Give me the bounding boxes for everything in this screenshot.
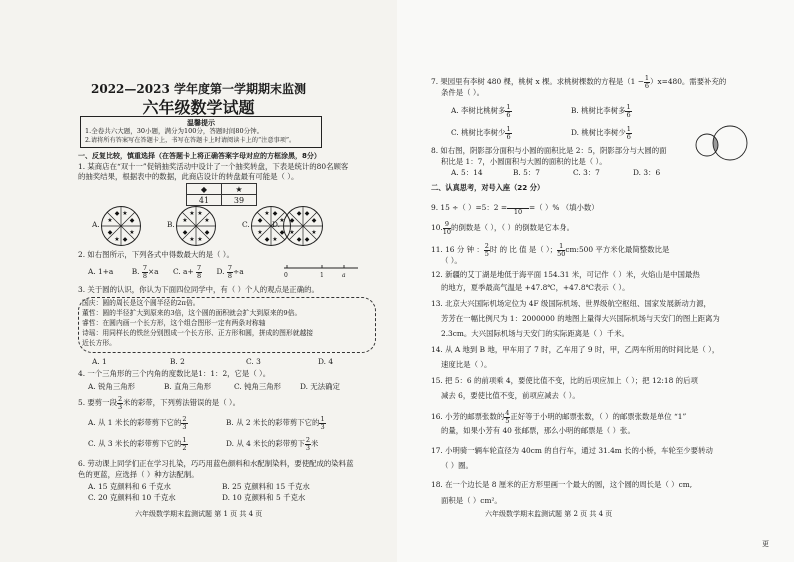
- q1-line-2: 的抽奖结果，根据表中的数据，此商店设计的转盘最有可能是（ ）。: [78, 172, 299, 181]
- svg-text:★: ★: [197, 210, 203, 217]
- section-2-heading: 二、认真思考，对号入座（22 分）: [431, 183, 545, 192]
- q3-opinion-2: 董哲：圆的半径扩大到原来的3倍，这个圆的面积就会扩大到原来的9倍。: [82, 309, 302, 317]
- q7-option-a: A. 李树比桃树多 $\frac{1}{6}$: [451, 103, 511, 119]
- q16-line-2: 的量，如果小芳有 40 张邮票，那么小明的邮票是（ ）张。: [441, 426, 635, 435]
- spinner-wheel-a: [100, 205, 142, 247]
- q13-line-3: 2.3cm。大兴国际机场与天安门的实际距离是（ ）千米。: [441, 329, 629, 338]
- page-1-footer: 六年级数学期末监测试题 第 1 页 共 4 页: [135, 510, 263, 518]
- svg-text:◆: ◆: [122, 236, 128, 243]
- q1-option-d-label: D.: [272, 220, 281, 229]
- svg-text:◆: ◆: [272, 210, 278, 217]
- svg-text:★: ★: [189, 236, 195, 243]
- q1-line-1: 1. 某商店在“双十一”促销抽奖活动中设计了一个抽奖转盘，下表是统计的80名顾客: [78, 162, 349, 171]
- svg-text:◆: ◆: [182, 229, 188, 236]
- q4-option-d: D. 无法确定: [300, 382, 340, 391]
- q5-option-b: B. 从 2 米长的彩带剪下它的 $\frac{1}{3}$: [226, 415, 325, 431]
- svg-text:★: ★: [311, 229, 317, 236]
- section-1-heading: 一、反复比较，慎重选择（在答题卡上将正确答案字母对应的方框涂黑，8分）: [78, 152, 321, 160]
- q3-option-a: A. 1: [92, 357, 107, 366]
- notice-line-2: 2.请将所有答案写在答题卡上，书写在答题卡上时请阅读卡上的“注意事项”。: [85, 137, 296, 144]
- svg-text:◆: ◆: [257, 217, 263, 224]
- svg-text:◆: ◆: [296, 210, 302, 217]
- q18-line-1: 18. 在一个边长是 8 厘米的正方形里画一个最大的圆，这个圆的周长是（ ）cm,: [431, 480, 693, 489]
- axis-one: 1: [320, 272, 324, 279]
- svg-text:★: ★: [122, 210, 128, 217]
- q2-options: A. 1+a B. $\frac{7}{8}$ ×a C. a+ $\frac{7}{8}$ D. $\frac{7}{8}$ ÷a: [88, 264, 244, 280]
- q3-option-b: B. 2: [170, 357, 185, 366]
- q2-option-d-fraction: $\frac{7}{8}$: [227, 264, 233, 280]
- exam-year-title: 2022—2023 学年度第一学期期末监测: [91, 82, 306, 96]
- spinner-wheel-b: [175, 205, 217, 247]
- q8-option-d: D. 3：6: [633, 168, 661, 177]
- q14-line-2: 速度比是（ ）。: [441, 360, 492, 369]
- q1-result-table: [186, 183, 257, 206]
- q8-option-c: C. 3：7: [573, 168, 600, 177]
- q11-text: 11. 16 分 钟 ： $\frac{2}{5}$ 时 的 比 值 是（ ）； $\frac{1}{50}$ cm:500 平方米化最简整数比是: [431, 242, 670, 258]
- q14-line-1: 14. 从 A 地到 B 地，甲车用了 7 时，乙车用了 9 时，甲，乙两车所用的时间比是（ ），: [431, 345, 720, 354]
- q6-line-2: 色的更蓝，应选择（ ）种方法配制。: [78, 470, 199, 479]
- q17-line-1: 17. 小明骑一辆车轮直径为 40cm 的自行车，通过 31.4m 长的小桥，车轮至少要转动: [431, 446, 713, 455]
- q8-option-b: B. 5：7: [513, 168, 540, 177]
- svg-text:◆: ◆: [204, 229, 210, 236]
- q3-opinion-4: 诗瑶：用同样长的铁丝分别围成一个长方形、正方形和圆，拼成的图形就越接: [82, 329, 314, 337]
- svg-text:★: ★: [257, 229, 263, 236]
- q4-option-c: C. 钝角三角形: [234, 382, 282, 391]
- q16-line-1: 16. 小芳的邮票张数的 $\frac{4}{5}$ 正好等于小明的邮票张数，（ ）的邮票张数是单位 “1”: [431, 409, 687, 425]
- circles-figure: [693, 118, 751, 166]
- q1-option-a-label: A.: [92, 220, 100, 229]
- svg-text:◆: ◆: [304, 210, 310, 217]
- q4-option-b: B. 直角三角形: [164, 382, 212, 391]
- q5-option-c: C. 从 3 米长的彩带剪下它的 $\frac{1}{2}$: [88, 436, 187, 452]
- q5-option-d: D. 从 4 米长的彩带剪下 $\frac{2}{3}$ 米: [226, 436, 319, 452]
- svg-text:◆: ◆: [289, 217, 295, 224]
- q3-opinion-1: 国庆：圆的周长是这个圆半径的2π倍。: [82, 299, 200, 307]
- notice-line-1: 1.全卷共六大题，30小题，满分为100分，答题时间80分钟。: [85, 127, 264, 135]
- svg-text:◆: ◆: [311, 217, 317, 224]
- q6-option-c: C. 20 克颜料和 10 千克水: [88, 493, 176, 502]
- exam-page-2: [397, 0, 794, 562]
- q2-option-c-fraction: $\frac{7}{8}$: [197, 264, 202, 280]
- q6-option-d: D. 10 克颜料和 5 千克水: [222, 493, 306, 502]
- q4-text: 4. 一个三角形的三个内角的度数比是1：1：2，它是（ ）。: [78, 369, 271, 378]
- q6-option-a: A. 15 克颜料和 6 千克水: [88, 482, 171, 491]
- svg-text:★: ★: [182, 217, 188, 224]
- page-2-footer: 六年级数学期末监测试题 第 2 页 共 4 页: [485, 510, 613, 518]
- svg-text:◆: ◆: [107, 229, 113, 236]
- q7-option-b: B. 桃树比李树多 $\frac{1}{6}$: [571, 103, 631, 119]
- q5-text: 5. 要剪一段 $\frac{2}{3}$ 米的彩带，下列剪法错误的是（ ）。: [78, 395, 241, 411]
- diamond-count: 41: [187, 195, 222, 206]
- q2-option-a: A. 1+a: [88, 267, 114, 276]
- q1-option-b-label: B.: [167, 220, 175, 229]
- svg-text:★: ★: [189, 210, 195, 217]
- q7-line-1: 7. 果园里有李树 480 棵，桃树 x 棵。求桃树棵数的方程是（1 − $\frac{1}{6}$ ）x=480。需要补充的: [431, 74, 727, 90]
- q7-option-c: C. 桃树比李树少 $\frac{1}{6}$: [451, 125, 511, 141]
- svg-text:◆: ◆: [304, 236, 310, 243]
- svg-text:★: ★: [129, 229, 135, 236]
- q13-line-1: 13. 北京大兴国际机场定位为 4F 级国际机场、世界级航空枢纽、国家发展新动力源，: [431, 299, 711, 308]
- q8-line-1: 8. 如右图，阴影部分面积与小圆的面积比是 2：5，阴影部分与大圆的面: [431, 146, 667, 155]
- q3-opinion-5: 近长方形。: [82, 339, 116, 347]
- q5-option-a: A. 从 1 米长的彩带剪下它的 $\frac{2}{3}$: [88, 415, 187, 431]
- q15-line-1: 15. 把 5：6 的前项乘 4，要使比值不变，比的后项应加上（ ）；把 12:18 的后项: [431, 376, 698, 385]
- q3-opinion-3: 睿哲：在圆内画一个长方形，这个组合图形一定有两条对称轴: [82, 319, 266, 327]
- q15-line-2: 减去 6，要使比值不变，前项应减去（ ）。: [441, 391, 580, 400]
- q9-text: 9. 15 ÷（ ）=5：2 = 10 =（ ）% （填小数）: [431, 203, 599, 216]
- svg-text:★: ★: [279, 217, 285, 224]
- q3-option-d: D. 4: [318, 357, 334, 366]
- svg-text:◆: ◆: [279, 229, 285, 236]
- svg-text:◆: ◆: [264, 236, 270, 243]
- notice-title: 温馨提示: [187, 118, 215, 127]
- svg-text:★: ★: [264, 210, 270, 217]
- q7-line-2: 条件是（ ）。: [441, 88, 484, 97]
- svg-text:★: ★: [107, 217, 113, 224]
- corner-mark: 更: [762, 540, 769, 548]
- axis-zero: 0: [284, 272, 288, 279]
- q10-text: 10. $\frac{9}{10}$ 的倒数是（ ），（ ）的倒数是它本身。: [431, 220, 574, 236]
- q8-option-a: A. 5：14: [451, 168, 483, 177]
- q17-line-2: （ ）圈。: [441, 461, 473, 470]
- notice-box: [80, 116, 322, 148]
- svg-text:◆: ◆: [114, 210, 120, 217]
- star-count: 39: [222, 195, 257, 206]
- diamond-header: ◆: [187, 184, 222, 195]
- svg-text:★: ★: [272, 236, 278, 243]
- svg-text:★: ★: [197, 236, 203, 243]
- q11-line-2: （ ）。: [441, 256, 462, 265]
- q13-line-2: 芳芳在一幅比例尺为 1：2000000 的地图上量得大兴国际机场与天安门的图上距离为: [441, 314, 720, 323]
- svg-text:◆: ◆: [296, 236, 302, 243]
- q2-text: 2. 如右图所示，下列各式中得数最大的是（ ）。: [78, 250, 234, 259]
- axis-a: a: [342, 272, 346, 279]
- star-header: ★: [222, 184, 257, 195]
- q6-option-b: B. 25 克颜料和 15 千克水: [222, 482, 310, 491]
- q12-line-2: 的地方，夏季最高气温是 +47.8℃，+47.8℃表示（ ）。: [441, 283, 630, 292]
- q4-option-a: A. 锐角三角形: [88, 382, 135, 391]
- svg-text:★: ★: [114, 236, 120, 243]
- q1-option-c-label: C.: [242, 220, 250, 229]
- q6-line-1: 6. 劳动课上同学们正在学习扎染，巧巧用蓝色颜料和水配制染料，要使配成的染料蓝: [78, 459, 354, 468]
- q18-line-2: 面积是（ ）cm²。: [441, 496, 502, 505]
- svg-text:★: ★: [289, 229, 295, 236]
- q8-line-2: 积比是 1：7，小圆面积与大圆的面积的比是（ ）。: [441, 157, 607, 166]
- q7-option-d: D. 桃树比李树少 $\frac{1}{6}$: [571, 125, 631, 141]
- exam-subject-title: 六年级数学试题: [142, 98, 255, 117]
- q3-text: 3. 关于圆的认识，你认为下面四位同学中，有（ ）个人的观点是正确的。: [78, 285, 319, 294]
- svg-text:★: ★: [204, 217, 210, 224]
- q12-line-1: 12. 新疆的艾丁湖是地低于海平面 154.31 米，可记作（ ）米，火焰山是中国最热: [431, 270, 700, 279]
- q2-option-b-fraction: $\frac{7}{8}$: [142, 264, 147, 280]
- svg-text:◆: ◆: [129, 217, 135, 224]
- q3-option-c: C. 3: [246, 357, 261, 366]
- spinner-wheel-d: [279, 205, 324, 247]
